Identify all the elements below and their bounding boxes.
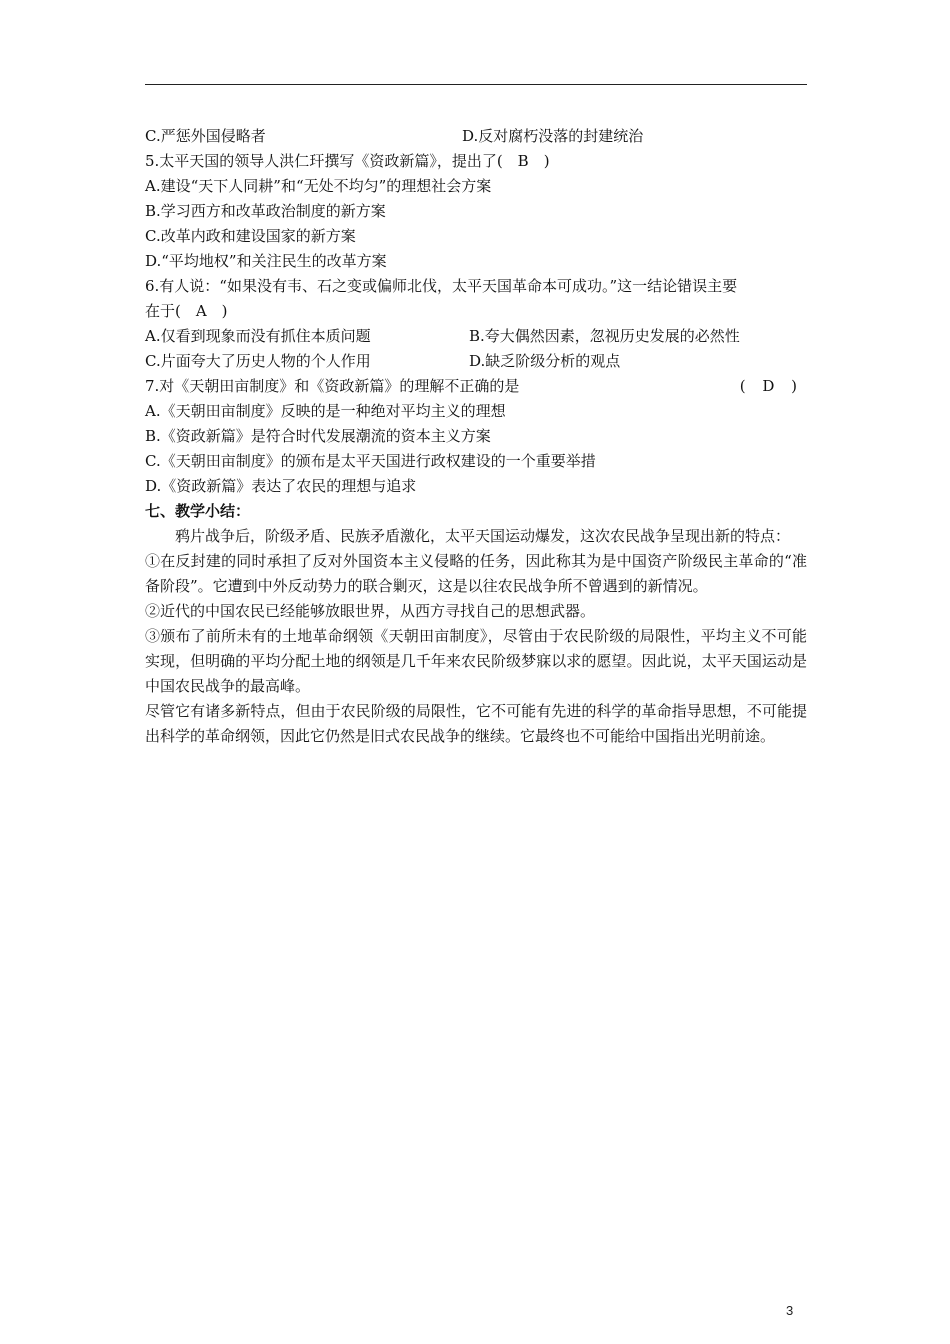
q7-option-b: B.《资政新篇》是符合时代发展潮流的资本主义方案: [145, 427, 491, 445]
q5-option-d: D.“平均地权”和关注民生的改革方案: [145, 252, 387, 270]
summary-point-3: ③颁布了前所未有的土地革命纲领《天朝田亩制度》，尽管由于农民阶级的局限性，平均主义不可能实现，但明确的平均分配土地的纲领是几千年来农民阶级梦寐以求的愿望。因此说，太平天国运动是中国农民战争的最高峰。: [145, 627, 807, 695]
page-number: 3: [786, 1303, 794, 1318]
document-body: [145, 124, 807, 749]
q6-stem-line2: 在于( A ): [145, 302, 228, 320]
q7-stem-line: [145, 374, 807, 399]
q6-options-ab: [145, 324, 807, 349]
header-rule: [145, 84, 807, 85]
q7-option-c: C.《天朝田亩制度》的颁布是太平天国进行政权建设的一个重要举措: [145, 452, 596, 470]
q6-option-c: C.片面夸大了历史人物的个人作用: [145, 352, 371, 370]
q6-option-b: B.夸大偶然因素，忽视历史发展的必然性: [469, 327, 740, 345]
q7-option-d: D.《资政新篇》表达了农民的理想与追求: [145, 477, 417, 495]
q5-option-a: A.建设“天下人同耕”和“无处不均匀”的理想社会方案: [145, 177, 492, 195]
q6-option-a: A.仅看到现象而没有抓住本质问题: [145, 327, 371, 345]
q7-stem: 7.对《天朝田亩制度》和《资政新篇》的理解不正确的是: [145, 377, 520, 395]
summary-conclusion: 尽管它有诸多新特点，但由于农民阶级的局限性，它不可能有先进的科学的革命指导思想，不可能提出科学的革命纲领，因此它仍然是旧式农民战争的继续。它最终也不可能给中国指出光明前途。: [145, 702, 807, 745]
q4-option-c: C.严惩外国侵略者: [145, 127, 266, 145]
q6-stem-line1: 6.有人说：“如果没有韦、石之变或偏师北伐，太平天国革命本可成功。”这一结论错误主要: [145, 277, 738, 295]
summary-point-2: ②近代的中国农民已经能够放眼世界，从西方寻找自己的思想武器。: [145, 602, 596, 620]
q7-option-a: A.《天朝田亩制度》反映的是一种绝对平均主义的理想: [145, 402, 506, 420]
summary-intro: 鸦片战争后，阶级矛盾、民族矛盾激化，太平天国运动爆发，这次农民战争呈现出新的特点：: [175, 527, 791, 545]
q5-stem: 5.太平天国的领导人洪仁玕撰写《资政新篇》，提出了( B ): [145, 152, 550, 170]
summary-point-1: ①在反封建的同时承担了反对外国资本主义侵略的任务，因此称其为是中国资产阶级民主革命的“准备阶段”。它遭到中外反动势力的联合剿灭，这是以往农民战争所不曾遇到的新情况。: [145, 552, 807, 595]
q6-options-cd: [145, 349, 807, 374]
q5-option-b: B.学习西方和改革政治制度的新方案: [145, 202, 386, 220]
q5-option-c: C.改革内政和建设国家的新方案: [145, 227, 356, 245]
q4-option-d: D.反对腐朽没落的封建统治: [462, 127, 644, 145]
summary-heading: 七、教学小结：: [145, 502, 251, 520]
q4-options-cd: [145, 124, 807, 149]
q7-answer: ( D ): [739, 377, 803, 395]
q6-option-d: D.缺乏阶级分析的观点: [469, 352, 621, 370]
